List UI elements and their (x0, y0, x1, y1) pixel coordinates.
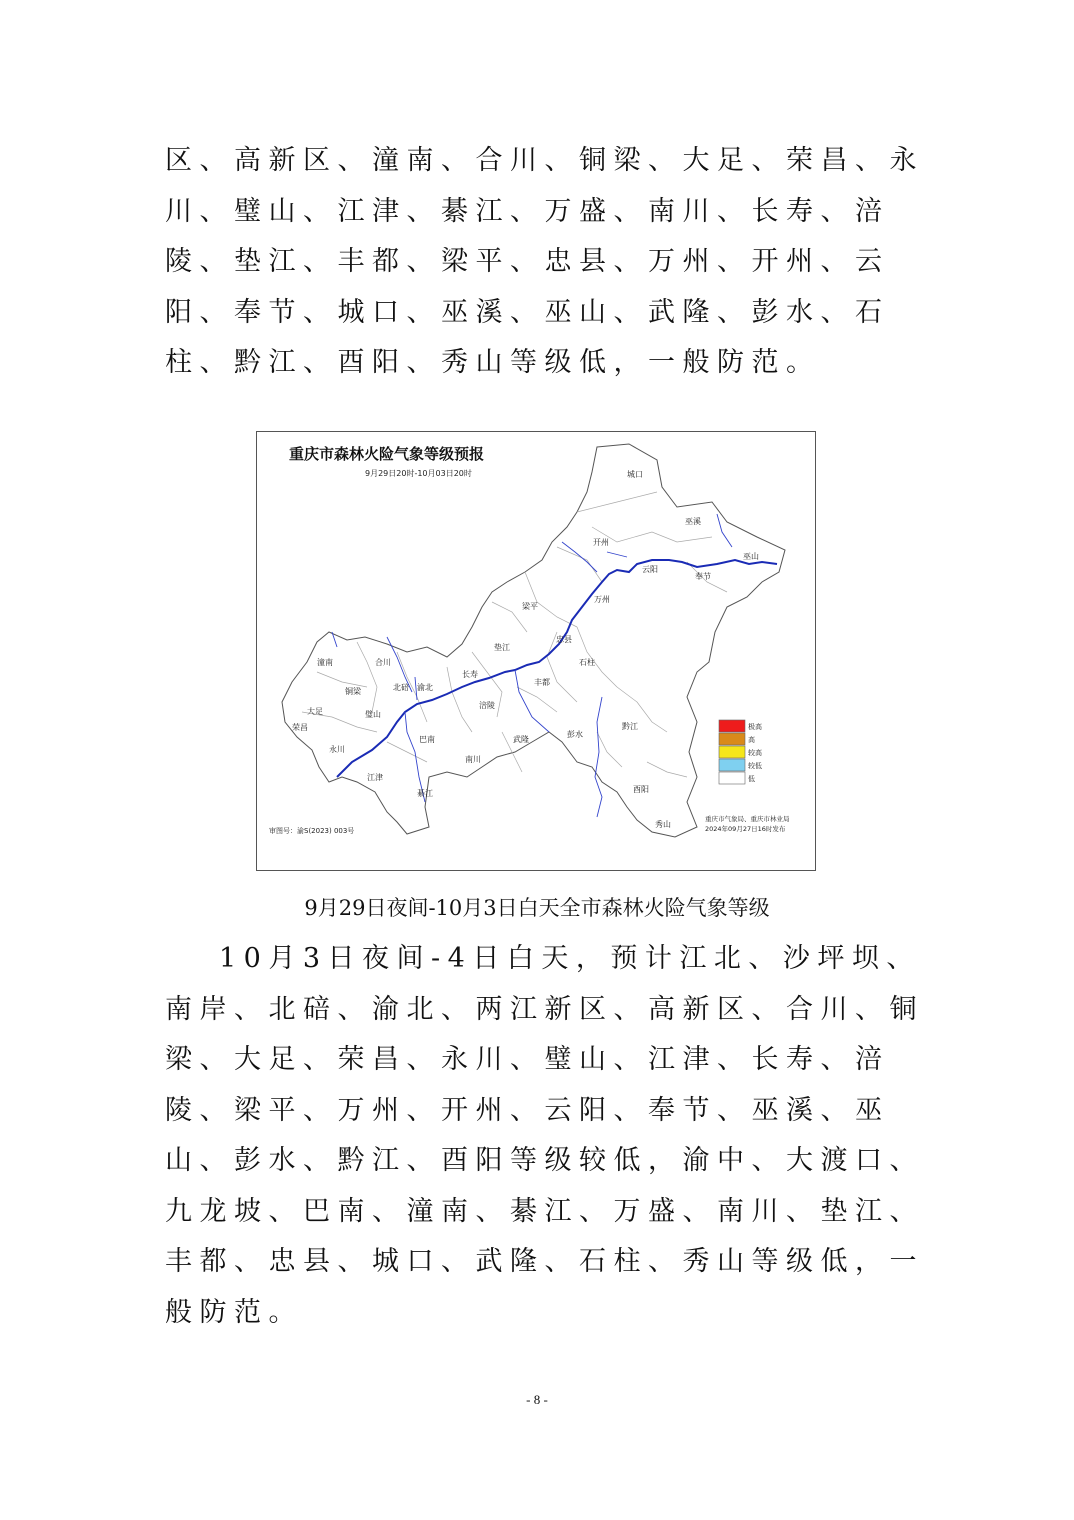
paragraph-top: 区、高新区、潼南、合川、铜梁、大足、荣昌、永川、璧山、江津、綦江、万盛、南川、长寿、涪陵、垫江、丰都、梁平、忠县、万州、开州、云阳、奉节、城口、巫溪、巫山、武隆、彭水、石柱、黔江、酉阳、秀山等级低，一般防范。 (165, 145, 924, 378)
label-chengkou: 城口 (627, 470, 643, 479)
label-banan: 巴南 (419, 735, 435, 744)
label-jiangjin: 江津 (367, 773, 383, 782)
label-xiushan: 秀山 (655, 820, 671, 829)
map-title: 重庆市森林火险气象等级预报 (289, 445, 485, 463)
label-tongliang: 铜梁 (345, 687, 361, 696)
paragraph-bottom-text: 10月3日夜间-4日白天，预计江北、沙坪坝、南岸、北碚、渝北、两江新区、高新区、合川、铜梁、大足、荣昌、永川、璧山、江津、长寿、涪陵、梁平、万州、开州、云阳、奉节、巫溪、巫山、彭水、黔江、酉阳等级较低，渝中、大渡口、九龙坡、巴南、潼南、綦江、万盛、南川、垫江、丰都、忠县、城口、武隆、石柱、秀山等级低，一般防范。 (165, 943, 924, 1328)
label-hechuan: 合川 (375, 658, 391, 667)
label-yunyang: 云阳 (642, 565, 658, 574)
legend-swatch-fairly-high (719, 746, 745, 758)
label-fengjie: 奉节 (695, 572, 711, 581)
label-fengdu: 丰都 (534, 678, 550, 687)
legend-label-fairly-low: 较低 (748, 762, 762, 770)
label-shizhu: 石柱 (579, 658, 595, 667)
map-number: 审图号：渝S(2023) 003号 (269, 827, 355, 835)
label-qianjiang: 黔江 (622, 722, 638, 731)
label-wanzhou: 万州 (594, 595, 610, 604)
province-outline (282, 444, 785, 837)
label-changshou: 长寿 (462, 670, 478, 679)
legend-swatch-extreme (719, 720, 745, 732)
map-source: 重庆市气象局、重庆市林业局 (705, 815, 790, 823)
legend-swatch-fairly-low (719, 759, 745, 771)
label-wushan: 巫山 (743, 552, 759, 561)
map-legend (719, 720, 762, 784)
legend-label-extreme: 极高 (748, 723, 762, 731)
page-number: - 8 - (526, 1392, 548, 1407)
forest-fire-risk-map (256, 431, 816, 871)
label-dianjiang: 垫江 (494, 643, 510, 652)
legend-swatch-high (719, 733, 745, 745)
label-rongchang: 荣昌 (292, 723, 308, 732)
label-nanchuan: 南川 (465, 755, 481, 764)
label-fuling: 涪陵 (479, 701, 495, 710)
label-tongnan: 潼南 (317, 658, 333, 667)
map-subtitle: 9月29日20时-10月03日20时 (365, 469, 472, 478)
label-bishan: 璧山 (365, 710, 381, 719)
label-youyang: 酉阳 (633, 785, 649, 794)
label-wuxi: 巫溪 (685, 517, 701, 526)
label-yongchuan: 永川 (329, 745, 345, 754)
label-pengshui: 彭水 (567, 730, 583, 739)
label-beibei: 北碚 (393, 683, 409, 692)
legend-label-fairly-high: 较高 (748, 749, 762, 757)
label-zhongxian: 忠县 (556, 635, 572, 644)
chongqing-map-svg (257, 432, 815, 870)
label-wulong: 武隆 (513, 735, 529, 744)
map-issued: 2024年09月27日16时发布 (705, 825, 786, 833)
paragraph-bottom (165, 934, 935, 1338)
label-yubei: 渝北 (417, 683, 433, 692)
legend-swatch-low (719, 772, 745, 784)
label-dazu: 大足 (307, 707, 323, 716)
label-kaizhou: 开州 (593, 538, 609, 547)
figure-caption: 9月29日夜间-10月3日白天全市森林火险气象等级 (304, 896, 770, 920)
label-qijiang: 綦江 (417, 789, 433, 798)
label-liangping: 梁平 (522, 602, 538, 611)
legend-label-high: 高 (748, 736, 755, 744)
legend-label-low: 低 (748, 775, 755, 783)
